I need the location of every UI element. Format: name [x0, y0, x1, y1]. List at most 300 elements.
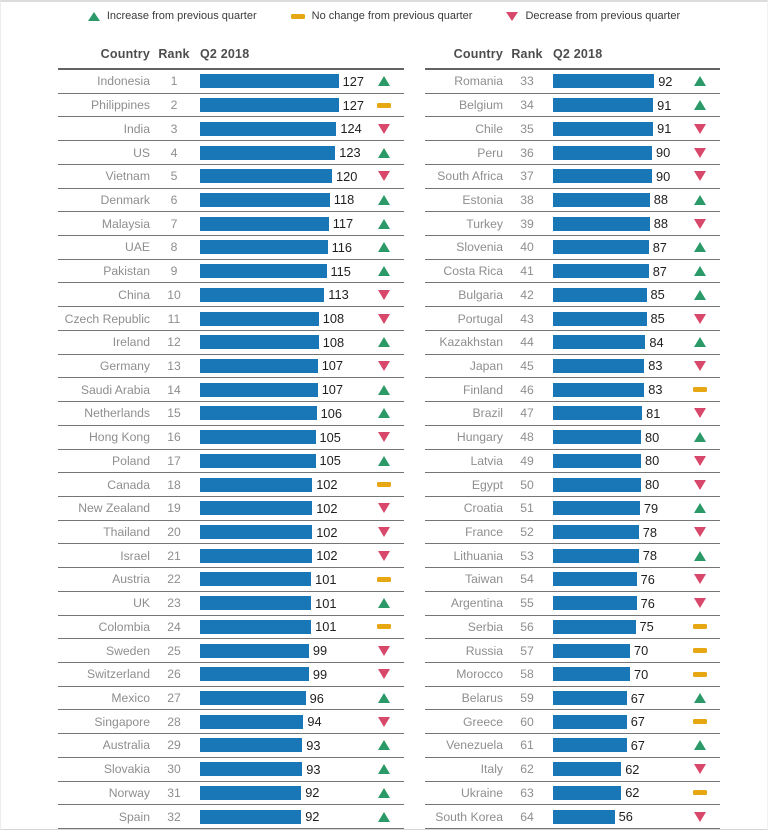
country-label: Egypt — [471, 477, 503, 492]
value-bar — [200, 501, 312, 515]
value-label: 101 — [315, 619, 337, 635]
trend-decrease-icon — [378, 646, 390, 656]
country-label: Bulgaria — [458, 287, 503, 302]
country-label: UAE — [124, 240, 150, 255]
value-label: 80 — [645, 477, 660, 493]
table-row — [425, 165, 720, 189]
value-label: 85 — [650, 311, 665, 327]
rank-label: 22 — [167, 572, 181, 587]
value-label: 76 — [640, 571, 655, 587]
trend-increase-icon — [378, 266, 390, 276]
bar-cell — [551, 287, 680, 302]
trend-cell — [680, 551, 720, 561]
bar-cell — [198, 596, 364, 611]
rank-label: 56 — [520, 619, 534, 634]
value-bar — [200, 691, 306, 705]
rank-label: 37 — [520, 169, 534, 184]
value-label: 92 — [305, 785, 320, 801]
country-label: New Zealand — [78, 501, 150, 516]
value-bar — [200, 478, 312, 492]
bar-cell — [198, 809, 364, 824]
trend-decrease-icon — [694, 764, 706, 774]
country-label: Saudi Arabia — [80, 382, 150, 397]
bar-cell — [551, 596, 680, 611]
country-label: Netherlands — [84, 406, 150, 421]
value-bar — [553, 122, 653, 136]
value-bar — [200, 549, 312, 563]
rank-label: 43 — [520, 311, 534, 326]
value-bar — [200, 738, 302, 752]
country-label: Serbia — [467, 619, 503, 634]
trend-decrease-icon — [694, 124, 706, 134]
value-label: 79 — [643, 500, 659, 516]
rank-label: 59 — [520, 691, 534, 706]
bar-cell — [198, 335, 364, 350]
country-label: France — [465, 525, 503, 540]
bar-cell — [198, 691, 364, 706]
trend-no-change-icon — [377, 577, 391, 582]
trend-increase-icon — [378, 385, 390, 395]
trend-cell — [680, 790, 720, 795]
value-label: 102 — [316, 524, 338, 540]
value-label: 81 — [646, 405, 661, 421]
table-row — [58, 544, 404, 568]
table-row — [425, 236, 720, 260]
country-label: Morocco — [456, 667, 503, 682]
trend-cell — [680, 812, 720, 822]
rank-label: 6 — [170, 192, 178, 207]
country-label: Russia — [465, 643, 503, 658]
legend-increase-label: Increase from previous quarter — [106, 10, 257, 22]
country-label: Singapore — [94, 714, 150, 729]
trend-increase-icon — [378, 195, 390, 205]
value-bar — [200, 430, 316, 444]
table-row — [58, 710, 404, 734]
rank-label: 53 — [520, 548, 534, 563]
trend-decrease-icon — [694, 812, 706, 822]
value-label: 88 — [653, 216, 669, 232]
country-label: Slovakia — [103, 762, 150, 777]
table-row — [425, 544, 720, 568]
trend-decrease-icon — [694, 456, 706, 466]
trend-increase-icon — [694, 290, 706, 300]
trend-cell — [680, 195, 720, 205]
value-bar — [200, 98, 339, 112]
rank-label: 36 — [520, 145, 534, 160]
bar-cell — [198, 98, 364, 113]
value-label: 108 — [322, 311, 345, 327]
trend-decrease-icon — [694, 148, 706, 158]
value-label: 92 — [305, 809, 320, 825]
trend-increase-icon — [694, 551, 706, 561]
value-label: 99 — [312, 666, 328, 682]
bar-cell — [551, 643, 680, 658]
trend-increase-icon — [694, 693, 706, 703]
value-label: 87 — [652, 239, 667, 255]
country-label: Hungary — [456, 430, 503, 445]
country-label: Czech Republic — [64, 311, 150, 326]
rank-label: 9 — [170, 264, 178, 279]
no-change-dash-icon — [291, 14, 305, 19]
value-label: 107 — [321, 358, 344, 374]
value-label: 115 — [330, 263, 351, 279]
trend-increase-icon — [378, 148, 390, 158]
table-row — [58, 70, 404, 94]
value-bar — [200, 715, 303, 729]
trend-decrease-icon — [694, 408, 706, 418]
trend-increase-icon — [378, 788, 390, 798]
trend-cell — [364, 646, 404, 656]
trend-cell — [364, 503, 404, 513]
value-label: 91 — [657, 97, 672, 113]
value-bar — [200, 596, 311, 610]
bar-cell — [198, 240, 364, 255]
bar-cell — [551, 169, 680, 184]
trend-increase-icon — [378, 598, 390, 608]
trend-cell — [364, 124, 404, 134]
bar-cell — [551, 430, 680, 445]
trend-cell — [364, 195, 404, 205]
country-label: Israel — [120, 548, 150, 563]
trend-cell — [680, 672, 720, 677]
rank-label: 26 — [167, 667, 181, 682]
value-bar — [200, 667, 309, 681]
trend-decrease-icon — [694, 219, 706, 229]
trend-cell — [364, 693, 404, 703]
value-bar — [553, 312, 647, 326]
trend-cell — [680, 76, 720, 86]
country-label: Venezuela — [446, 738, 503, 753]
trend-no-change-icon — [693, 790, 707, 795]
country-label: Portugal — [457, 311, 503, 326]
rank-label: 30 — [167, 762, 181, 777]
trend-cell — [680, 624, 720, 629]
trend-cell — [364, 717, 404, 727]
bar-cell — [551, 240, 680, 255]
legend-decrease-label: Decrease from previous quarter — [525, 10, 681, 22]
country-label: Brazil — [472, 406, 503, 421]
table-row — [425, 473, 720, 497]
bar-cell — [198, 74, 364, 89]
table-row — [425, 758, 720, 782]
bar-cell — [551, 406, 680, 421]
value-label: 90 — [656, 168, 671, 184]
trend-cell — [680, 242, 720, 252]
value-bar — [553, 74, 654, 88]
rank-label: 13 — [167, 358, 181, 373]
rank-label: 51 — [520, 501, 534, 516]
table-row — [425, 355, 720, 379]
bar-cell — [551, 74, 680, 89]
trend-decrease-icon — [694, 314, 706, 324]
country-label: Finland — [463, 382, 503, 397]
trend-cell — [364, 598, 404, 608]
country-label: Belgium — [458, 98, 503, 113]
country-label: Peru — [477, 145, 503, 160]
value-bar — [553, 478, 641, 492]
bar-cell — [198, 572, 364, 587]
bar-cell — [198, 477, 364, 492]
bar-cell — [551, 121, 680, 136]
country-label: Estonia — [462, 192, 503, 207]
value-bar — [200, 762, 302, 776]
value-bar — [553, 193, 650, 207]
country-label: Poland — [112, 453, 150, 468]
trend-cell — [680, 387, 720, 392]
value-label: 93 — [306, 761, 321, 777]
value-label: 124 — [340, 121, 362, 137]
trend-cell — [364, 812, 404, 822]
table-row — [58, 355, 404, 379]
trend-cell — [364, 432, 404, 442]
rank-label: 38 — [520, 192, 534, 207]
trend-increase-icon — [694, 76, 706, 86]
rank-label: 48 — [520, 430, 534, 445]
bar-cell — [551, 691, 680, 706]
country-label: Austria — [112, 572, 150, 587]
table-row — [58, 283, 404, 307]
value-label: 101 — [315, 595, 337, 611]
country-label: Argentina — [450, 596, 503, 611]
table-row — [58, 378, 404, 402]
rank-label: 52 — [520, 525, 534, 540]
rank-label: 63 — [520, 785, 534, 800]
rank-label: 55 — [520, 596, 534, 611]
table-row — [58, 450, 404, 474]
trend-decrease-icon — [378, 551, 390, 561]
table-row — [425, 521, 720, 545]
country-label: Kazakhstan — [439, 335, 503, 350]
value-label: 67 — [630, 714, 645, 730]
value-label: 116 — [331, 239, 352, 255]
value-bar — [553, 430, 641, 444]
value-label: 70 — [634, 666, 649, 682]
rank-label: 54 — [520, 572, 534, 587]
trend-increase-icon — [694, 432, 706, 442]
rank-label: 25 — [167, 643, 181, 658]
bar-cell — [198, 358, 364, 373]
rank-label: 45 — [520, 358, 534, 373]
value-bar — [553, 596, 637, 610]
table-header — [58, 42, 404, 68]
bar-cell — [198, 430, 364, 445]
trend-increase-icon — [694, 100, 706, 110]
bar-cell — [198, 311, 364, 326]
value-bar — [553, 810, 615, 824]
trend-increase-icon — [378, 76, 390, 86]
bar-cell — [198, 264, 364, 279]
bar-cell — [198, 525, 364, 540]
table-row — [425, 734, 720, 758]
table-row — [425, 189, 720, 213]
country-label: Slovenia — [456, 240, 503, 255]
country-label: Chile — [475, 121, 503, 136]
table-row — [58, 497, 404, 521]
value-label: 107 — [321, 382, 344, 398]
value-label: 127 — [342, 97, 364, 113]
trend-cell — [680, 740, 720, 750]
country-header: Country — [100, 47, 150, 61]
trend-cell — [364, 103, 404, 108]
trend-cell — [680, 432, 720, 442]
value-bar — [200, 288, 324, 302]
country-label: Taiwan — [465, 572, 503, 587]
bar-cell — [198, 501, 364, 516]
country-label: Sweden — [105, 643, 150, 658]
table-row — [58, 473, 404, 497]
table-row — [58, 402, 404, 426]
table-row — [425, 331, 720, 355]
table-row — [58, 782, 404, 806]
value-label: 96 — [309, 690, 324, 706]
table-row — [58, 616, 404, 640]
value-label: 62 — [625, 785, 640, 801]
table-row — [58, 331, 404, 355]
trend-increase-icon — [694, 195, 706, 205]
rank-label: 1 — [170, 74, 178, 89]
value-label: 80 — [645, 429, 660, 445]
value-bar — [553, 335, 645, 349]
table-row — [58, 141, 404, 165]
country-label: Indonesia — [97, 74, 150, 89]
legend-item-no-change — [291, 10, 473, 22]
value-label: 113 — [328, 287, 349, 303]
value-label: 99 — [312, 643, 328, 659]
rank-label: 60 — [520, 714, 534, 729]
value-bar — [553, 715, 627, 729]
value-label: 118 — [333, 192, 355, 208]
table-row — [425, 497, 720, 521]
value-label: 62 — [625, 761, 640, 777]
trend-cell — [680, 148, 720, 158]
rank-label: 44 — [520, 335, 534, 350]
value-bar — [553, 786, 621, 800]
trend-cell — [680, 171, 720, 181]
value-bar — [200, 454, 316, 468]
trend-increase-icon — [694, 266, 706, 276]
bar-cell — [551, 264, 680, 279]
trend-decrease-icon — [378, 503, 390, 513]
bar-cell — [198, 762, 364, 777]
bar-cell — [198, 453, 364, 468]
value-bar — [200, 644, 309, 658]
trend-cell — [364, 171, 404, 181]
rank-label: 28 — [167, 714, 181, 729]
value-label: 91 — [657, 121, 672, 137]
value-bar — [200, 122, 336, 136]
trend-cell — [364, 219, 404, 229]
bar-cell — [198, 738, 364, 753]
rank-label: 33 — [520, 74, 534, 89]
table-row — [58, 307, 404, 331]
trend-no-change-icon — [377, 103, 391, 108]
trend-cell — [680, 719, 720, 724]
value-label: 56 — [618, 809, 633, 825]
value-bar — [200, 383, 318, 397]
bar-cell — [198, 619, 364, 634]
country-label: India — [123, 121, 150, 136]
trend-decrease-icon — [378, 361, 390, 371]
country-label: Pakistan — [103, 264, 150, 279]
value-bar — [200, 312, 319, 326]
rank-label: 2 — [170, 98, 178, 113]
rank-label: 23 — [167, 596, 181, 611]
value-label: 76 — [640, 595, 655, 611]
value-label: 105 — [319, 429, 341, 445]
value-bar — [200, 193, 330, 207]
trend-cell — [680, 598, 720, 608]
table-row — [425, 568, 720, 592]
value-bar — [200, 810, 301, 824]
rank-label: 17 — [167, 453, 181, 468]
table-row — [425, 639, 720, 663]
bar-cell — [551, 525, 680, 540]
legend-item-decrease — [506, 10, 680, 22]
value-label: 94 — [307, 714, 322, 730]
rank-label: 64 — [520, 809, 534, 824]
country-label: Turkey — [466, 216, 503, 231]
table-row — [58, 426, 404, 450]
trend-cell — [680, 408, 720, 418]
value-label: 102 — [316, 477, 338, 493]
table-row — [58, 236, 404, 260]
trend-no-change-icon — [693, 624, 707, 629]
bar-cell — [551, 477, 680, 492]
legend-item-increase — [88, 10, 257, 22]
country-label: Australia — [102, 738, 150, 753]
value-label: 87 — [652, 263, 667, 279]
trend-increase-icon — [378, 812, 390, 822]
table-row — [425, 782, 720, 806]
trend-increase-icon — [694, 503, 706, 513]
rank-label: 31 — [167, 785, 181, 800]
trend-cell — [364, 740, 404, 750]
trend-cell — [364, 314, 404, 324]
trend-increase-icon — [378, 456, 390, 466]
rank-label: 50 — [520, 477, 534, 492]
bar-cell — [551, 785, 680, 800]
rank-label: 15 — [167, 406, 181, 421]
bar-cell — [551, 714, 680, 729]
rank-label: 8 — [170, 240, 178, 255]
bar-cell — [551, 192, 680, 207]
value-label: 84 — [649, 334, 664, 350]
trend-decrease-icon — [378, 669, 390, 679]
rank-label: 10 — [167, 287, 181, 302]
value-bar — [200, 146, 335, 160]
country-label: UK — [133, 596, 150, 611]
table-row — [425, 307, 720, 331]
bar-cell — [551, 453, 680, 468]
table-row — [425, 805, 720, 829]
value-bar — [553, 98, 653, 112]
table-row — [425, 616, 720, 640]
rank-label: 21 — [167, 548, 181, 563]
rank-label: 57 — [520, 643, 534, 658]
table-row — [425, 283, 720, 307]
bar-cell — [198, 548, 364, 563]
country-label: Latvia — [470, 453, 503, 468]
table-row — [425, 592, 720, 616]
bar-cell — [198, 192, 364, 207]
country-label: Croatia — [463, 501, 503, 516]
trend-increase-icon — [378, 740, 390, 750]
trend-cell — [680, 503, 720, 513]
country-label: Canada — [107, 477, 150, 492]
value-bar — [553, 288, 647, 302]
value-bar — [200, 264, 327, 278]
country-label: South Africa — [437, 169, 503, 184]
